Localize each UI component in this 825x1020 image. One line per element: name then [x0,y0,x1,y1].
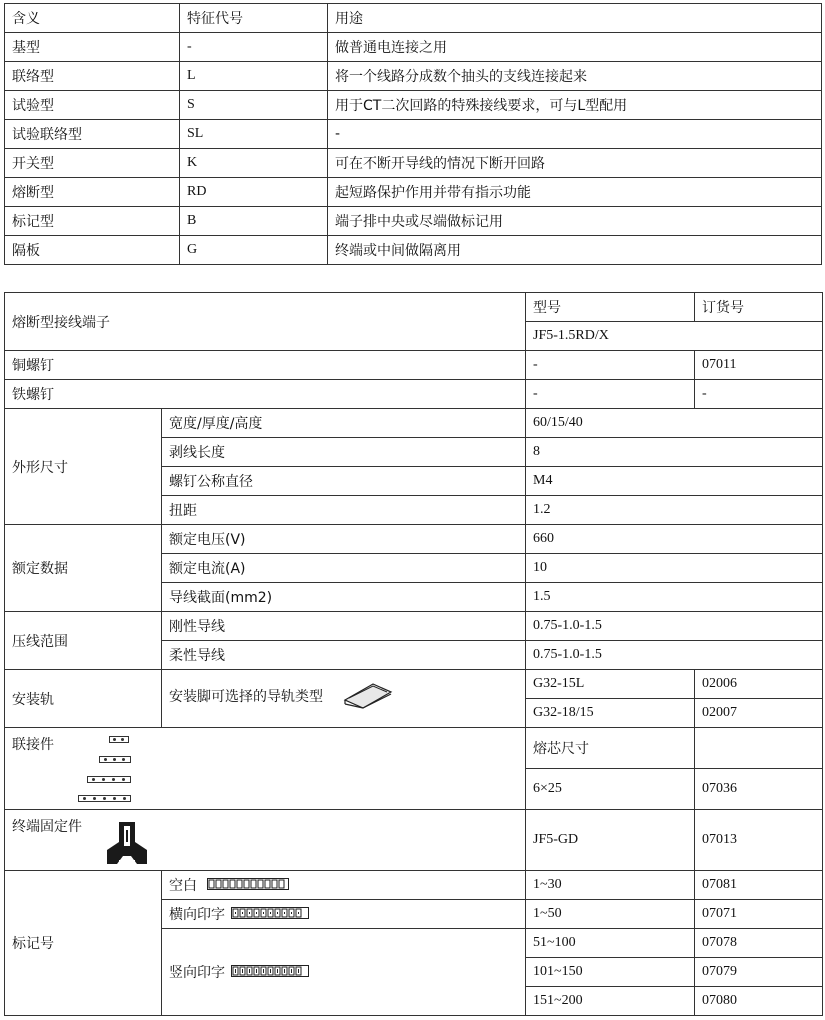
marker-blank-order: 07081 [695,871,823,900]
crimp-label: 刚性导线 [162,612,526,641]
rail-model: G32-18/15 [526,699,695,728]
rail-order: 02007 [695,699,823,728]
copper-screw-label: 铜螺钉 [5,351,526,380]
crimp-value: 0.75-1.0-1.5 [526,641,823,670]
usage-cell: 可在不断开导线的情况下断开回路 [328,149,822,178]
end-fixture-cell [5,810,526,871]
connector-label: 联接件 [12,737,54,753]
model-value: JF5-1.5RD/X [526,322,823,351]
code-cell: SL [180,120,328,149]
end-stop-icon [105,820,149,868]
rated-value: 10 [526,554,823,583]
order-number-header: 订货号 [695,293,823,322]
dim-value: 8 [526,438,823,467]
usage-cell: - [328,120,822,149]
code-cell: G [180,236,328,265]
marker-blank-cell [162,871,526,900]
end-fixture-model: JF5-GD [526,810,695,871]
meaning-cell: 隔板 [5,236,180,265]
horizontal-marker-strip-icon [231,907,309,923]
rail-model: G32-15L [526,670,695,699]
usage-cell: 起短路保护作用并带有指示功能 [328,178,822,207]
table-header-row [5,4,822,33]
iron-screw-model: - [526,380,695,409]
rail-desc-cell [162,670,526,728]
marker-vertical-label: 竖向印字 [169,965,225,981]
usage-cell: 终端或中间做隔离用 [328,236,822,265]
fuse-size-blank [695,728,823,769]
marker-horizontal-cell [162,900,526,929]
crimp-label: 柔性导线 [162,641,526,670]
marker-vertical-order: 07078 [695,929,823,958]
table-row [5,33,822,62]
marker-vertical-range: 101~150 [526,958,695,987]
table-row [5,207,822,236]
iron-screw-order: - [695,380,823,409]
mounting-rail-label: 安装轨 [5,670,162,728]
dimensions-label: 外形尺寸 [5,409,162,525]
dim-label: 扭距 [162,496,526,525]
rated-value: 1.5 [526,583,823,612]
code-cell: - [180,33,328,62]
rated-label: 额定电流(A) [162,554,526,583]
usage-cell: 将一个线路分成数个抽头的支线连接起来 [328,62,822,91]
vertical-marker-strip-icon [231,965,309,981]
code-cell: B [180,207,328,236]
connector-bar-5-icon [78,795,131,802]
iron-screw-label: 铁螺钉 [5,380,526,409]
dim-value: M4 [526,467,823,496]
marker-horizontal-label: 横向印字 [169,907,225,923]
din-rail-icon [343,680,393,714]
marker-vertical-range: 51~100 [526,929,695,958]
connector-bar-2-icon [109,736,129,743]
marker-vertical-cell [162,929,526,1016]
table-row [5,62,822,91]
marker-blank-range: 1~30 [526,871,695,900]
fuse-terminal-spec-table [4,292,823,1016]
rated-data-label: 额定数据 [5,525,162,612]
connector-bar-3-icon [99,756,131,763]
table-row [5,149,822,178]
table-row [5,91,822,120]
code-cell: S [180,91,328,120]
usage-cell: 端子排中央或尽端做标记用 [328,207,822,236]
marker-horizontal-order: 07071 [695,900,823,929]
fuse-size-order: 07036 [695,769,823,810]
connector-cell [5,728,526,810]
product-name: 熔断型接线端子 [5,293,526,351]
fuse-size-label: 熔芯尺寸 [526,728,695,769]
code-cell: L [180,62,328,91]
code-header: 特征代号 [180,4,328,33]
fuse-size-value: 6×25 [526,769,695,810]
marker-vertical-order: 07080 [695,987,823,1016]
table-row [5,236,822,265]
meaning-cell: 试验联络型 [5,120,180,149]
crimp-range-label: 压线范围 [5,612,162,670]
rated-label: 导线截面(mm2) [162,583,526,612]
crimp-value: 0.75-1.0-1.5 [526,612,823,641]
meaning-cell: 标记型 [5,207,180,236]
dim-label: 螺钉公称直径 [162,467,526,496]
marker-horizontal-range: 1~50 [526,900,695,929]
connector-bar-4-icon [87,776,131,783]
dim-label: 宽度/厚度/高度 [162,409,526,438]
meaning-cell: 试验型 [5,91,180,120]
end-fixture-label: 终端固定件 [12,819,82,835]
marker-label: 标记号 [5,871,162,1016]
rail-desc: 安装脚可选择的导轨类型 [169,689,323,705]
code-cell: K [180,149,328,178]
copper-screw-model: - [526,351,695,380]
rated-value: 660 [526,525,823,554]
marker-vertical-range: 151~200 [526,987,695,1016]
marker-blank-label: 空白 [169,878,197,894]
model-header: 型号 [526,293,695,322]
dim-value: 1.2 [526,496,823,525]
end-fixture-order: 07013 [695,810,823,871]
dim-value: 60/15/40 [526,409,823,438]
table-row [5,178,822,207]
usage-header: 用途 [328,4,822,33]
meaning-cell: 基型 [5,33,180,62]
type-code-table [4,3,822,265]
code-cell: RD [180,178,328,207]
rated-label: 额定电压(V) [162,525,526,554]
blank-marker-strip-icon [207,878,289,894]
type-code-table-body [5,4,822,265]
copper-screw-order: 07011 [695,351,823,380]
meaning-cell: 联络型 [5,62,180,91]
usage-cell: 用于CT二次回路的特殊接线要求，可与L型配用 [328,91,822,120]
table-row [5,120,822,149]
meaning-header: 含义 [5,4,180,33]
meaning-cell: 熔断型 [5,178,180,207]
meaning-cell: 开关型 [5,149,180,178]
usage-cell: 做普通电连接之用 [328,33,822,62]
dim-label: 剥线长度 [162,438,526,467]
marker-vertical-order: 07079 [695,958,823,987]
rail-order: 02006 [695,670,823,699]
